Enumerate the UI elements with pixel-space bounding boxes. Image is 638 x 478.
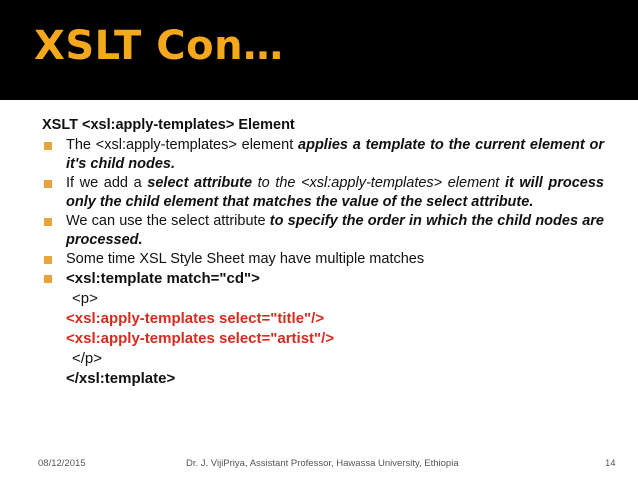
code-template-open: <xsl:template match="cd">: [66, 270, 260, 287]
slide-title: XSLT Con…: [34, 23, 284, 69]
code-line: <p>: [72, 290, 98, 307]
bullet-text: The <xsl:apply-templates> element: [66, 137, 299, 153]
bullet-text: .: [529, 194, 534, 210]
slide-content: [42, 116, 604, 389]
bullet-text: We can use the select attribute: [66, 213, 270, 229]
bullet-item: [42, 250, 604, 269]
bullet-item: [42, 174, 604, 212]
square-bullet-icon: [44, 256, 52, 264]
bullet-emphasis: it will process only the child element that matches the value of the select attribute: [66, 175, 604, 210]
bullet-text: If we add a: [66, 175, 148, 191]
title-bar: [0, 0, 638, 100]
content-heading: XSLT <xsl:apply-templates> Element: [42, 117, 295, 133]
bullet-text: Some time XSL Style Sheet may have multiple matches: [66, 251, 425, 267]
bullet-emphasis: select attribute: [147, 175, 253, 191]
footer-date: 08/12/2015: [38, 458, 86, 469]
square-bullet-icon: [44, 180, 52, 188]
bullet-text: .: [138, 232, 143, 248]
bullet-italic: to the <xsl:apply-templates> element: [252, 175, 505, 191]
square-bullet-icon: [44, 218, 52, 226]
code-line-highlight: <xsl:apply-templates select="artist"/>: [66, 330, 335, 347]
bullet-list: [42, 136, 604, 289]
bullet-emphasis: to specify the order in which the child nodes are processed: [66, 213, 604, 248]
code-line: </xsl:template>: [66, 370, 176, 387]
bullet-text: .: [170, 156, 175, 172]
square-bullet-icon: [44, 275, 52, 283]
bullet-item: [42, 269, 604, 289]
bullet-item: [42, 212, 604, 250]
square-bullet-icon: [44, 142, 52, 150]
footer-author: Dr. J. VijiPriya, Assistant Professor, Hawassa University, Ethiopia: [186, 458, 459, 469]
footer-page-number: 14: [605, 458, 616, 469]
code-block: [42, 289, 604, 389]
bullet-item: [42, 136, 604, 174]
bullet-emphasis: applies a template to the current element or it's child nodes: [66, 137, 604, 172]
code-line: </p>: [72, 350, 103, 367]
code-line-highlight: <xsl:apply-templates select="title"/>: [66, 310, 325, 327]
